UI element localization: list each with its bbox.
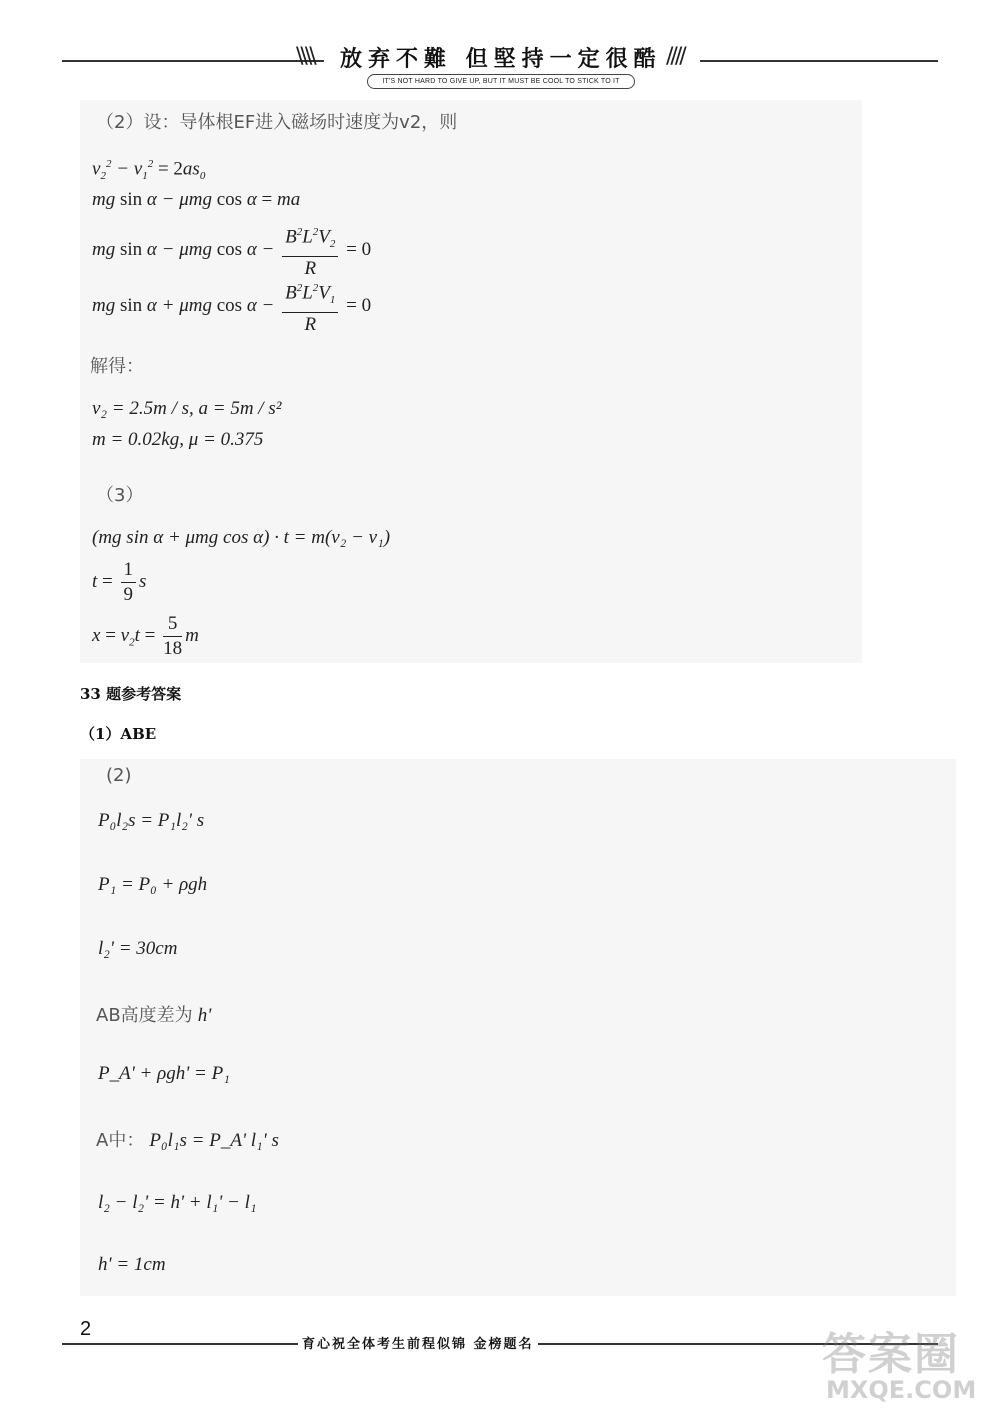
q33-eq-7: h' = 1cm: [98, 1254, 166, 1275]
q33-eq-6: l₂ − l₂' = h' + l₁' − l₁: [98, 1192, 257, 1213]
q3-eq-time: t = $\frac{1}{9}$ s: [92, 559, 147, 605]
solution-panel-q33: [80, 759, 956, 1296]
header-subtitle: IT'S NOT HARD TO GIVE UP, BUT IT MUST BE COOL TO STICK TO IT: [367, 74, 635, 89]
header-rule-left: [62, 60, 324, 62]
q33-a-label: A中：: [96, 1130, 145, 1151]
q3-eq-distance: $x = v_2t$ = $\frac{5}{18}$ m: [92, 613, 199, 659]
watermark-logo: 答案圈: [822, 1329, 960, 1380]
q33-height-diff-line: [96, 1001, 211, 1027]
header-title: 放弃不難 但堅持一定很酷: [340, 46, 662, 72]
q2-result-1: v₂ = 2.5m / s, a = 5m / s²: [92, 398, 282, 419]
page-number: 2: [80, 1318, 92, 1340]
q2-intro: （2）设：导体根EF进入磁场时速度为v2，则: [96, 112, 458, 133]
q2-eq-balance-2: mg sin α + μmg cos α − $\frac{B^2L^2V_1}{R}$ = 0: [92, 276, 371, 337]
q33-eq-5: P₀l₁s = P_A' l₁' s: [149, 1130, 279, 1151]
q2-eq-newton: mg sin α − μmg cos α = ma: [92, 189, 301, 210]
q3-eq-momentum: (mg sin α + μmg cos α) · t = m(v₂ − v₁): [92, 527, 391, 548]
q3-label: （3）: [96, 485, 144, 506]
q33-eq-4: P_A' + ρgh' = P₁: [98, 1063, 230, 1084]
q2-eq-balance-1: mg sin α − μmg cos α − $\frac{B^2L^2V_2}{R}$ = 0: [92, 220, 371, 281]
q2-eq-kinematics: $v_2^2 - v_1^2 = 2as_0$: [92, 158, 206, 183]
q33-part2-label: (2): [106, 765, 132, 786]
q2-result-2: m = 0.02kg, μ = 0.375: [92, 429, 264, 450]
q33-eq-1: P₀l₂s = P₁l₂' s: [98, 810, 205, 831]
watermark-url: MXQE.COM: [826, 1376, 977, 1404]
header-rule-right: [700, 60, 938, 62]
footer-slogan: 育心祝全体考生前程似锦 金榜题名: [298, 1333, 538, 1352]
q33-a-line: [96, 1126, 279, 1152]
q33-eq-3: l₂' = 30cm: [98, 938, 178, 959]
q33-height-diff-var: h': [197, 1005, 212, 1026]
q2-solve-label: 解得：: [90, 356, 144, 377]
q33-part1-answer: （1）ABE: [80, 725, 157, 743]
q33-eq-2: P₁ = P₀ + ρgh: [98, 874, 208, 895]
header-slashes-right: ////: [666, 44, 684, 69]
q33-height-diff-text: AB高度差为: [96, 1005, 193, 1026]
q33-title: 33 题参考答案: [80, 685, 182, 703]
header-slashes-left: \\\\: [296, 44, 314, 69]
solution-panel-q2: [80, 100, 862, 663]
